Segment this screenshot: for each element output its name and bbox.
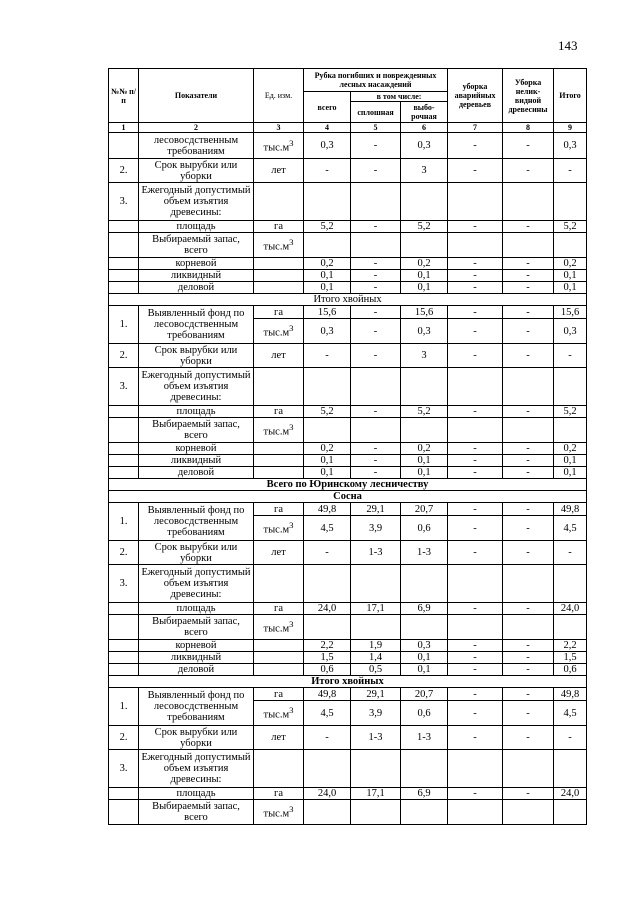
table-row: лесовосдственным требованиям $тыс.м^3$ 0,3 - 0,3 - - 0,3 — [109, 133, 587, 159]
section-conifer-total-2: Итого хвойных — [109, 676, 587, 688]
table-row: Выбираемый запас, всего $тыс.м^3$ — [109, 418, 587, 443]
table-row: ликвидный 0,1 - 0,1 - - 0,1 — [109, 270, 587, 282]
header-indicators: Показатели — [139, 69, 254, 123]
section-row — [109, 676, 587, 688]
table-row: ликвидный 1,5 1,4 0,1 - - 1,5 — [109, 652, 587, 664]
page-number: 143 — [558, 38, 578, 53]
header-selective: выбо- рочная — [401, 102, 448, 123]
table-row: 2. Срок вырубки или уборки лет - 1-3 1-3 - - - — [109, 726, 587, 750]
table-row: деловой 0,6 0,5 0,1 - - 0,6 — [109, 664, 587, 676]
section-row — [109, 294, 587, 306]
table-row: площадь га 24,0 17,1 6,9 - - 24,0 — [109, 788, 587, 800]
table-row: 1. Выявленный фонд по лесовосдственным требованиям га 49,8 29,1 20,7 - - 49,8 — [109, 688, 587, 701]
table-row: корневой 2,2 1,9 0,3 - - 2,2 — [109, 640, 587, 652]
table-row: 2. Срок вырубки или уборки лет - - 3 - - - — [109, 344, 587, 368]
header-windfall: Уборка нелик- видной древесины — [503, 69, 554, 123]
header-itogo: Итого — [554, 69, 587, 123]
felling-table — [108, 68, 587, 825]
header-including: в том числе: — [351, 92, 448, 102]
header-felling-group: Рубка погибших и поврежденных лесных насаждений — [304, 69, 448, 92]
section-pine: Сосна — [109, 491, 587, 503]
table-row: 3. Ежегодный допустимый объем изъятия древесины: — [109, 750, 587, 788]
table-row: площадь га 5,2 - 5,2 - - 5,2 — [109, 406, 587, 418]
table-row: 1. Выявленный фонд по лесовосдственным требованиям га 49,8 29,1 20,7 - - 49,8 — [109, 503, 587, 516]
table-row: 3. Ежегодный допустимый объем изъятия древесины: — [109, 183, 587, 221]
table-row: деловой 0,1 - 0,1 - - 0,1 — [109, 467, 587, 479]
section-conifer-total: Итого хвойных — [109, 294, 587, 306]
table-row: $тыс.м^3$ 0,3 - 0,3 - - 0,3 — [109, 319, 587, 344]
section-forestry-total: Всего по Юринскому лесничеству — [109, 479, 587, 491]
table-row: Выбираемый запас, всего $тыс.м^3$ — [109, 615, 587, 640]
table-row: 1. Выявленный фонд по лесовосдственным требованиям га 15,6 - 15,6 - - 15,6 — [109, 306, 587, 319]
table-row: деловой 0,1 - 0,1 - - 0,1 — [109, 282, 587, 294]
section-row — [109, 479, 587, 491]
header-total: всего — [304, 92, 351, 123]
table-row: корневой 0,2 - 0,2 - - 0,2 — [109, 443, 587, 455]
table-row: площадь га 24,0 17,1 6,9 - - 24,0 — [109, 603, 587, 615]
header-solid: сплошная — [351, 102, 401, 123]
header-emergency: уборка аварийных деревьев — [448, 69, 503, 123]
table-row: 2. Срок вырубки или уборки лет - 1-3 1-3 - - - — [109, 541, 587, 565]
table-row: Выбираемый запас, всего $тыс.м^3$ — [109, 800, 587, 825]
table-row: 2. Срок вырубки или уборки лет - - 3 - - - — [109, 159, 587, 183]
header-num: №№ п/п — [109, 69, 139, 123]
table-row: Выбираемый запас, всего $тыс.м^3$ — [109, 233, 587, 258]
table-row: ликвидный 0,1 - 0,1 - - 0,1 — [109, 455, 587, 467]
table-row: 3. Ежегодный допустимый объем изъятия древесины: — [109, 565, 587, 603]
table-row: площадь га 5,2 - 5,2 - - 5,2 — [109, 221, 587, 233]
column-index-row: 1 2 3 4 5 6 7 8 9 — [109, 123, 587, 133]
table-row: $тыс.м^3$ 4,5 3,9 0,6 - - 4,5 — [109, 516, 587, 541]
section-row — [109, 491, 587, 503]
table-row: 3. Ежегодный допустимый объем изъятия древесины: — [109, 368, 587, 406]
header-unit: Ед. изм. — [254, 69, 304, 123]
table-row: $тыс.м^3$ 4,5 3,9 0,6 - - 4,5 — [109, 701, 587, 726]
table-row: корневой 0,2 - 0,2 - - 0,2 — [109, 258, 587, 270]
